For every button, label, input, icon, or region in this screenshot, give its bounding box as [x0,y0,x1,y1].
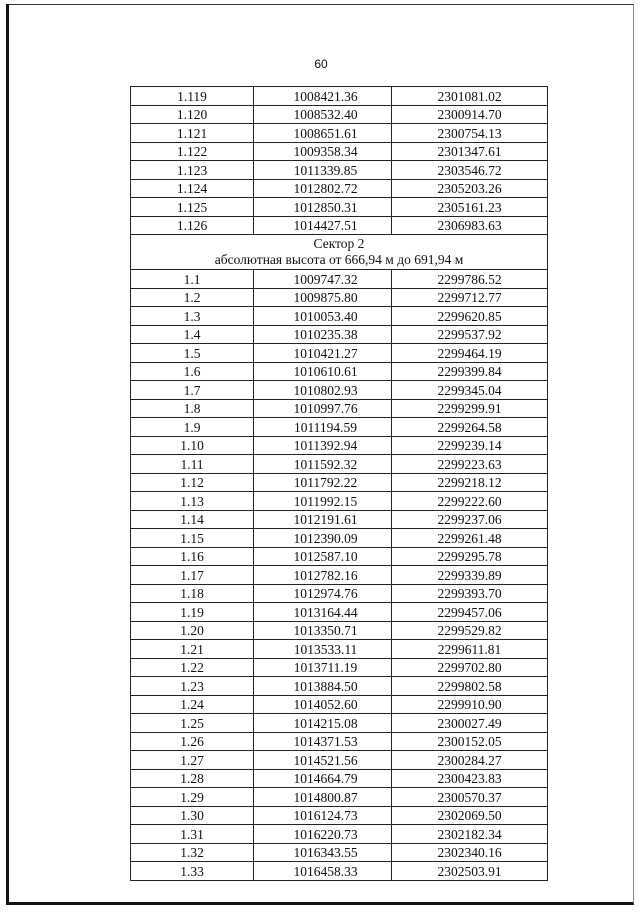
point-cell: 1.9 [131,418,254,437]
table-row [131,769,548,788]
x-coordinate-cell: 1010421.27 [254,344,392,363]
table-row [131,566,548,585]
point-cell: 1.21 [131,640,254,659]
table-body-after [131,270,548,881]
x-coordinate-cell: 1011592.32 [254,455,392,474]
x-coordinate-cell: 1014052.60 [254,695,392,714]
table-row [131,381,548,400]
x-coordinate-cell: 1012802.72 [254,179,392,198]
point-cell: 1.26 [131,732,254,751]
point-cell: 1.15 [131,529,254,548]
table-row [131,399,548,418]
x-coordinate-cell: 1012782.16 [254,566,392,585]
point-cell: 1.7 [131,381,254,400]
table-row [131,87,548,106]
y-coordinate-cell: 2306983.63 [392,216,548,235]
table-row [131,455,548,474]
y-coordinate-cell: 2299237.06 [392,510,548,529]
sector-header-row [131,235,548,270]
point-cell: 1.23 [131,677,254,696]
table-row [131,825,548,844]
point-cell: 1.13 [131,492,254,511]
point-cell: 1.10 [131,436,254,455]
point-cell: 1.3 [131,307,254,326]
x-coordinate-cell: 1013350.71 [254,621,392,640]
table-row [131,751,548,770]
document-page [6,4,634,905]
x-coordinate-cell: 1016343.55 [254,843,392,862]
point-cell: 1.32 [131,843,254,862]
table-row [131,216,548,235]
x-coordinate-cell: 1012390.09 [254,529,392,548]
x-coordinate-cell: 1011992.15 [254,492,392,511]
coordinates-table [130,86,548,881]
point-cell: 1.31 [131,825,254,844]
x-coordinate-cell: 1016220.73 [254,825,392,844]
sector-header-cell [131,235,548,270]
table-row [131,603,548,622]
table-row [131,436,548,455]
x-coordinate-cell: 1012974.76 [254,584,392,603]
table-row [131,621,548,640]
point-cell: 1.25 [131,714,254,733]
table-row [131,640,548,659]
point-cell: 1.14 [131,510,254,529]
y-coordinate-cell: 2305203.26 [392,179,548,198]
y-coordinate-cell: 2302503.91 [392,862,548,881]
point-cell: 1.17 [131,566,254,585]
y-coordinate-cell: 2300284.27 [392,751,548,770]
y-coordinate-cell: 2299218.12 [392,473,548,492]
table-row [131,695,548,714]
y-coordinate-cell: 2299802.58 [392,677,548,696]
x-coordinate-cell: 1009358.34 [254,142,392,161]
point-cell: 1.121 [131,124,254,143]
y-coordinate-cell: 2299537.92 [392,325,548,344]
table-row [131,325,548,344]
y-coordinate-cell: 2300027.49 [392,714,548,733]
x-coordinate-cell: 1010997.76 [254,399,392,418]
point-cell: 1.126 [131,216,254,235]
y-coordinate-cell: 2300570.37 [392,788,548,807]
y-coordinate-cell: 2299299.91 [392,399,548,418]
sector-title: Сектор 2 [313,236,365,251]
table-row [131,179,548,198]
table-row [131,714,548,733]
table-row [131,270,548,289]
x-coordinate-cell: 1013711.19 [254,658,392,677]
table-row [131,732,548,751]
table-row [131,510,548,529]
y-coordinate-cell: 2299222.60 [392,492,548,511]
page-number: 60 [314,57,328,71]
y-coordinate-cell: 2299464.19 [392,344,548,363]
y-coordinate-cell: 2299702.80 [392,658,548,677]
y-coordinate-cell: 2299393.70 [392,584,548,603]
y-coordinate-cell: 2299620.85 [392,307,548,326]
point-cell: 1.18 [131,584,254,603]
point-cell: 1.125 [131,198,254,217]
point-cell: 1.29 [131,788,254,807]
table-row [131,418,548,437]
point-cell: 1.119 [131,87,254,106]
point-cell: 1.20 [131,621,254,640]
table-row [131,862,548,881]
y-coordinate-cell: 2300914.70 [392,105,548,124]
point-cell: 1.33 [131,862,254,881]
x-coordinate-cell: 1014371.53 [254,732,392,751]
table-row [131,124,548,143]
y-coordinate-cell: 2302340.16 [392,843,548,862]
table-row [131,843,548,862]
x-coordinate-cell: 1014664.79 [254,769,392,788]
table-row [131,492,548,511]
sector-subtitle: абсолютная высота от 666,94 м до 691,94 м [214,252,464,267]
table-row [131,362,548,381]
point-cell: 1.28 [131,769,254,788]
point-cell: 1.5 [131,344,254,363]
table-row [131,161,548,180]
y-coordinate-cell: 2299239.14 [392,436,548,455]
x-coordinate-cell: 1008532.40 [254,105,392,124]
y-coordinate-cell: 2299295.78 [392,547,548,566]
y-coordinate-cell: 2299786.52 [392,270,548,289]
y-coordinate-cell: 2299457.06 [392,603,548,622]
table-row [131,288,548,307]
table-row [131,198,548,217]
x-coordinate-cell: 1014215.08 [254,714,392,733]
y-coordinate-cell: 2299712.77 [392,288,548,307]
y-coordinate-cell: 2300152.05 [392,732,548,751]
point-cell: 1.16 [131,547,254,566]
y-coordinate-cell: 2299529.82 [392,621,548,640]
table-row [131,677,548,696]
table-row [131,658,548,677]
x-coordinate-cell: 1008651.61 [254,124,392,143]
x-coordinate-cell: 1016458.33 [254,862,392,881]
table-row [131,344,548,363]
x-coordinate-cell: 1013164.44 [254,603,392,622]
x-coordinate-cell: 1009747.32 [254,270,392,289]
point-cell: 1.11 [131,455,254,474]
y-coordinate-cell: 2299264.58 [392,418,548,437]
y-coordinate-cell: 2299261.48 [392,529,548,548]
x-coordinate-cell: 1016124.73 [254,806,392,825]
x-coordinate-cell: 1014800.87 [254,788,392,807]
point-cell: 1.120 [131,105,254,124]
point-cell: 1.8 [131,399,254,418]
x-coordinate-cell: 1014427.51 [254,216,392,235]
y-coordinate-cell: 2303546.72 [392,161,548,180]
table-row [131,473,548,492]
y-coordinate-cell: 2301347.61 [392,142,548,161]
x-coordinate-cell: 1012191.61 [254,510,392,529]
y-coordinate-cell: 2299339.89 [392,566,548,585]
point-cell: 1.24 [131,695,254,714]
point-cell: 1.27 [131,751,254,770]
x-coordinate-cell: 1010053.40 [254,307,392,326]
x-coordinate-cell: 1012850.31 [254,198,392,217]
table-row [131,806,548,825]
x-coordinate-cell: 1010802.93 [254,381,392,400]
y-coordinate-cell: 2300423.83 [392,769,548,788]
x-coordinate-cell: 1011792.22 [254,473,392,492]
table-row [131,788,548,807]
table-row [131,307,548,326]
point-cell: 1.22 [131,658,254,677]
x-coordinate-cell: 1012587.10 [254,547,392,566]
x-coordinate-cell: 1008421.36 [254,87,392,106]
y-coordinate-cell: 2299611.81 [392,640,548,659]
x-coordinate-cell: 1010235.38 [254,325,392,344]
y-coordinate-cell: 2299399.84 [392,362,548,381]
point-cell: 1.12 [131,473,254,492]
point-cell: 1.19 [131,603,254,622]
x-coordinate-cell: 1013533.11 [254,640,392,659]
point-cell: 1.122 [131,142,254,161]
point-cell: 1.4 [131,325,254,344]
sector-header-body [131,235,548,270]
y-coordinate-cell: 2299223.63 [392,455,548,474]
y-coordinate-cell: 2299345.04 [392,381,548,400]
y-coordinate-cell: 2302069.50 [392,806,548,825]
y-coordinate-cell: 2301081.02 [392,87,548,106]
x-coordinate-cell: 1011392.94 [254,436,392,455]
point-cell: 1.1 [131,270,254,289]
x-coordinate-cell: 1013884.50 [254,677,392,696]
point-cell: 1.124 [131,179,254,198]
table-row [131,105,548,124]
table-row [131,547,548,566]
table-row [131,584,548,603]
point-cell: 1.2 [131,288,254,307]
x-coordinate-cell: 1014521.56 [254,751,392,770]
point-cell: 1.6 [131,362,254,381]
point-cell: 1.30 [131,806,254,825]
y-coordinate-cell: 2300754.13 [392,124,548,143]
x-coordinate-cell: 1011194.59 [254,418,392,437]
y-coordinate-cell: 2302182.34 [392,825,548,844]
table-row [131,142,548,161]
table-row [131,529,548,548]
x-coordinate-cell: 1009875.80 [254,288,392,307]
y-coordinate-cell: 2305161.23 [392,198,548,217]
y-coordinate-cell: 2299910.90 [392,695,548,714]
point-cell: 1.123 [131,161,254,180]
table-body-before [131,87,548,235]
x-coordinate-cell: 1011339.85 [254,161,392,180]
x-coordinate-cell: 1010610.61 [254,362,392,381]
